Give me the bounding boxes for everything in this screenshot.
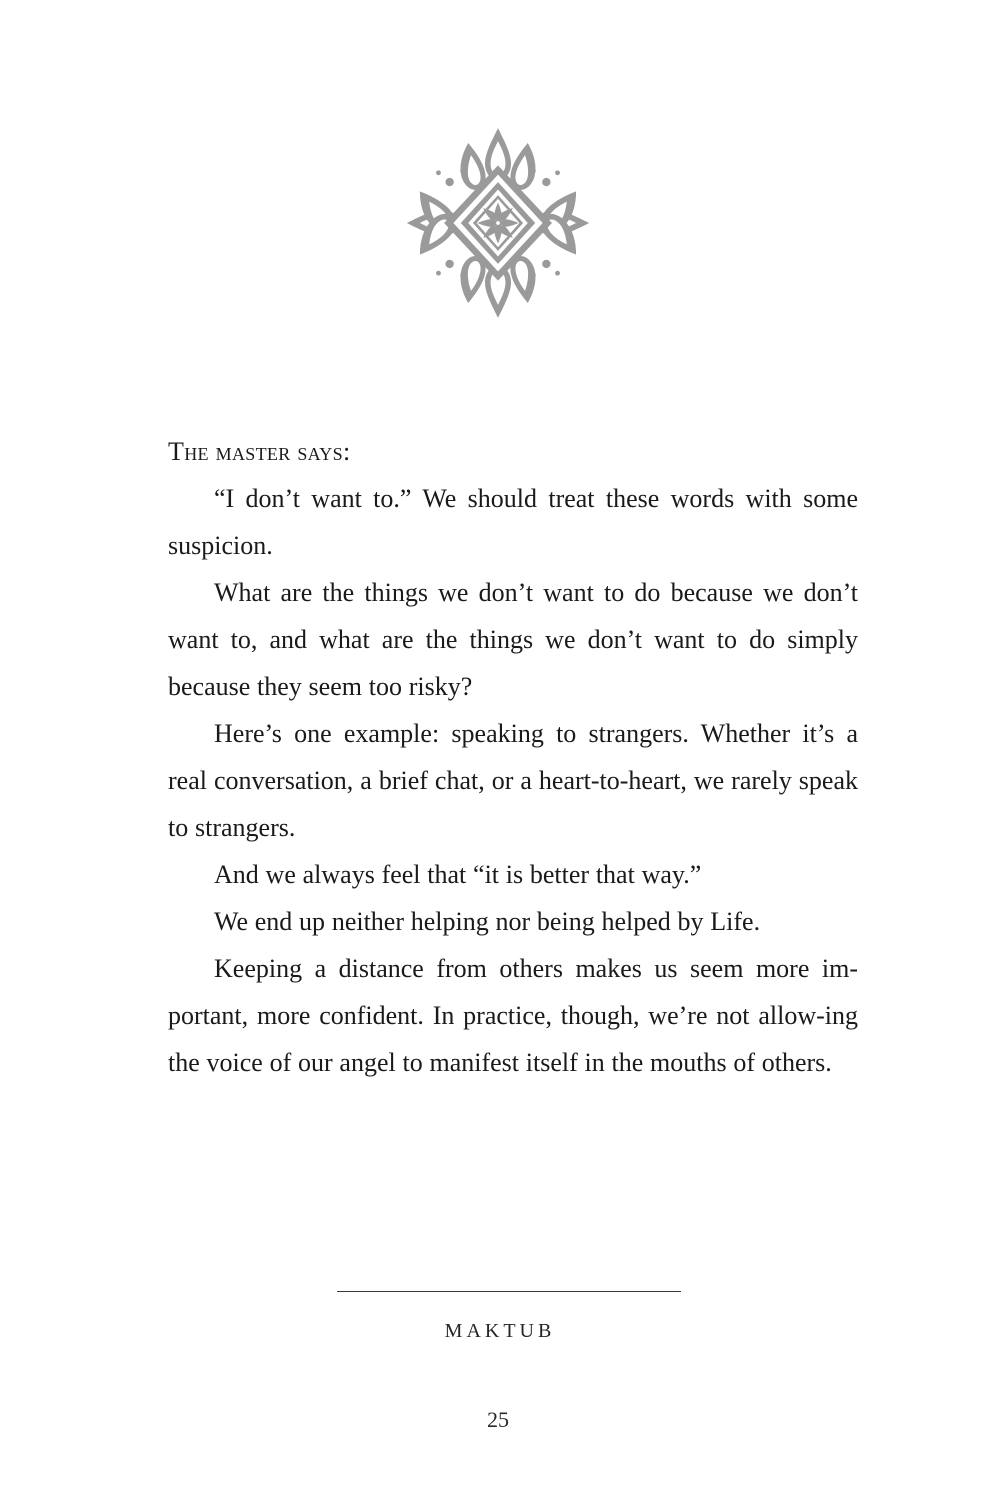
lead-in-line: [168, 428, 858, 475]
paragraph-4: And we always feel that “it is better that way.”: [214, 860, 702, 889]
footer-divider-rule: [337, 1291, 681, 1292]
paragraph-3: Here’s one example: speaking to strangers. Whether it’s a real conversation, a brief chat, or a heart-to-heart, we rarely speak to strangers.: [168, 719, 858, 842]
page-text-body: [168, 428, 858, 1086]
chapter-ornament: [0, 126, 996, 320]
lead-in-rest: he master says:: [184, 437, 351, 466]
paragraph-5: We end up neither helping nor being helped by Life.: [214, 907, 761, 936]
paragraph-6: Keeping a distance from others makes us seem more im-portant, more confident. In practice, though, we’re not allow-ing the voice of our angel to manifest itself in the mouths of others.: [168, 954, 858, 1077]
paragraph-1: “I don’t want to.” We should treat these words with some suspicion.: [168, 484, 858, 560]
page-number: 25: [487, 1407, 509, 1432]
footer-book-title: MAKTUB: [444, 1320, 556, 1342]
paragraph-2: What are the things we don’t want to do because we don’t want to, and what are the things we don’t want to do simply because they seem too risky?: [168, 578, 858, 701]
lead-in-initial: T: [168, 437, 185, 466]
decorative-diamond-floral-ornament-icon: [405, 126, 591, 320]
